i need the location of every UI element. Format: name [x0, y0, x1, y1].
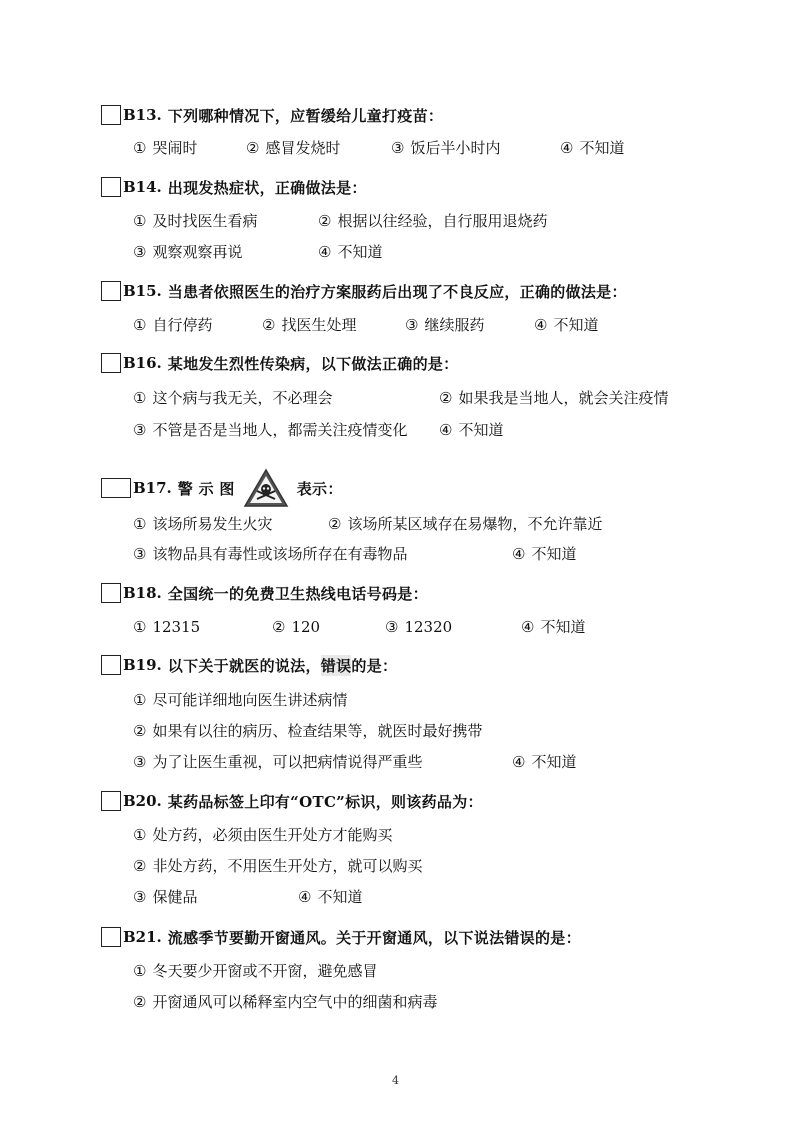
question-header: [101, 652, 397, 678]
option-2[interactable]: ② 120: [272, 618, 321, 636]
question-number: B17.: [133, 479, 172, 497]
question-number: B14.: [123, 178, 162, 196]
answer-box[interactable]: [101, 791, 121, 811]
question-header: [101, 350, 458, 376]
question-number: B16.: [123, 354, 162, 372]
question-header: [101, 278, 627, 304]
question-text-before: 以下关于就医的说法，: [167, 656, 321, 675]
option-1[interactable]: ① 该场所易发生火灾: [133, 515, 273, 533]
page-number: 4: [392, 1074, 399, 1087]
option-3[interactable]: ③ 该物品具有毒性或该场所存在有毒物品: [133, 545, 408, 563]
answer-box[interactable]: [101, 583, 121, 603]
option-1[interactable]: ① 这个病与我无关，不必理会: [133, 389, 333, 407]
option-3[interactable]: ③ 为了让医生重视，可以把病情说得严重些: [133, 753, 423, 771]
question-text: 下列哪种情况下，应暂缓给儿童打疫苗：: [167, 106, 444, 125]
option-2[interactable]: ② 该场所某区域存在易爆物，不允许靠近: [328, 515, 603, 533]
option-3[interactable]: ③ 保健品: [133, 888, 198, 906]
answer-box[interactable]: [101, 105, 121, 125]
question-text: 全国统一的免费卫生热线电话号码是：: [167, 584, 428, 603]
question-text: 某地发生烈性传染病，以下做法正确的是：: [167, 354, 459, 373]
question-header: [101, 174, 367, 200]
option-2[interactable]: ② 如果有以往的病历、检查结果等，就医时最好携带: [133, 722, 483, 740]
question-header: [101, 924, 581, 950]
option-4[interactable]: ④ 不知道: [318, 243, 383, 261]
question-number: B21.: [123, 928, 162, 946]
question-text: 流感季节要勤开窗通风。关于开窗通风，以下说法错误的是：: [167, 928, 581, 947]
option-4[interactable]: ④ 不知道: [512, 545, 577, 563]
question-text: 出现发热症状，正确做法是：: [167, 178, 367, 197]
option-1[interactable]: ① 哭闹时: [133, 139, 198, 157]
toxic-warning-triangle-icon: [243, 468, 289, 508]
answer-box[interactable]: [101, 927, 121, 947]
question-number: B13.: [123, 106, 162, 124]
question-text: 某药品标签上印有“OTC”标识，则该药品为：: [167, 792, 483, 811]
option-4[interactable]: ④ 不知道: [521, 618, 586, 636]
question-number: B20.: [123, 792, 162, 810]
question-header: [101, 580, 428, 606]
option-3[interactable]: ③ 观察观察再说: [133, 243, 243, 261]
option-2[interactable]: ② 根据以往经验，自行服用退烧药: [318, 212, 548, 230]
option-1[interactable]: ① 及时找医生看病: [133, 212, 258, 230]
option-4[interactable]: ④ 不知道: [298, 888, 363, 906]
option-1[interactable]: ① 冬天要少开窗或不开窗，避免感冒: [133, 962, 378, 980]
option-4[interactable]: ④ 不知道: [534, 316, 599, 334]
option-3[interactable]: ③ 不管是否是当地人，都需关注疫情变化: [133, 421, 408, 439]
option-1[interactable]: ① 尽可能详细地向医生讲述病情: [133, 691, 348, 709]
highlighted-word: 错误: [320, 656, 352, 675]
option-4[interactable]: ④ 不知道: [512, 753, 577, 771]
question-text-before: 警 示 图: [177, 479, 235, 498]
question-number: B18.: [123, 584, 162, 602]
question-number: B19.: [123, 656, 162, 674]
option-2[interactable]: ② 找医生处理: [262, 316, 357, 334]
answer-box[interactable]: [101, 353, 121, 373]
question-text-after: 的是：: [351, 656, 398, 675]
answer-box[interactable]: [101, 478, 131, 498]
option-1[interactable]: ① 处方药，必须由医生开处方才能购买: [133, 826, 393, 844]
option-2[interactable]: ② 感冒发烧时: [246, 139, 341, 157]
question-text: 当患者依照医生的治疗方案服药后出现了不良反应，正确的做法是：: [167, 282, 627, 301]
answer-box[interactable]: [101, 177, 121, 197]
option-1[interactable]: ① 12315: [133, 618, 201, 636]
question-number: B15.: [123, 282, 162, 300]
answer-box[interactable]: [101, 281, 121, 301]
option-3[interactable]: ③ 12320: [385, 618, 453, 636]
option-1[interactable]: ① 自行停药: [133, 316, 213, 334]
question-header: [101, 468, 343, 508]
answer-box[interactable]: [101, 655, 121, 675]
question-header: [101, 788, 483, 814]
question-header: [101, 102, 443, 128]
option-4[interactable]: ④ 不知道: [560, 139, 625, 157]
option-4[interactable]: ④ 不知道: [439, 421, 504, 439]
option-2[interactable]: ② 开窗通风可以稀释室内空气中的细菌和病毒: [133, 993, 438, 1011]
option-2[interactable]: ② 非处方药，不用医生开处方，就可以购买: [133, 857, 423, 875]
option-3[interactable]: ③ 饭后半小时内: [391, 139, 501, 157]
question-text-after: 表示：: [296, 479, 343, 498]
option-2[interactable]: ② 如果我是当地人，就会关注疫情: [439, 389, 669, 407]
option-3[interactable]: ③ 继续服药: [405, 316, 485, 334]
